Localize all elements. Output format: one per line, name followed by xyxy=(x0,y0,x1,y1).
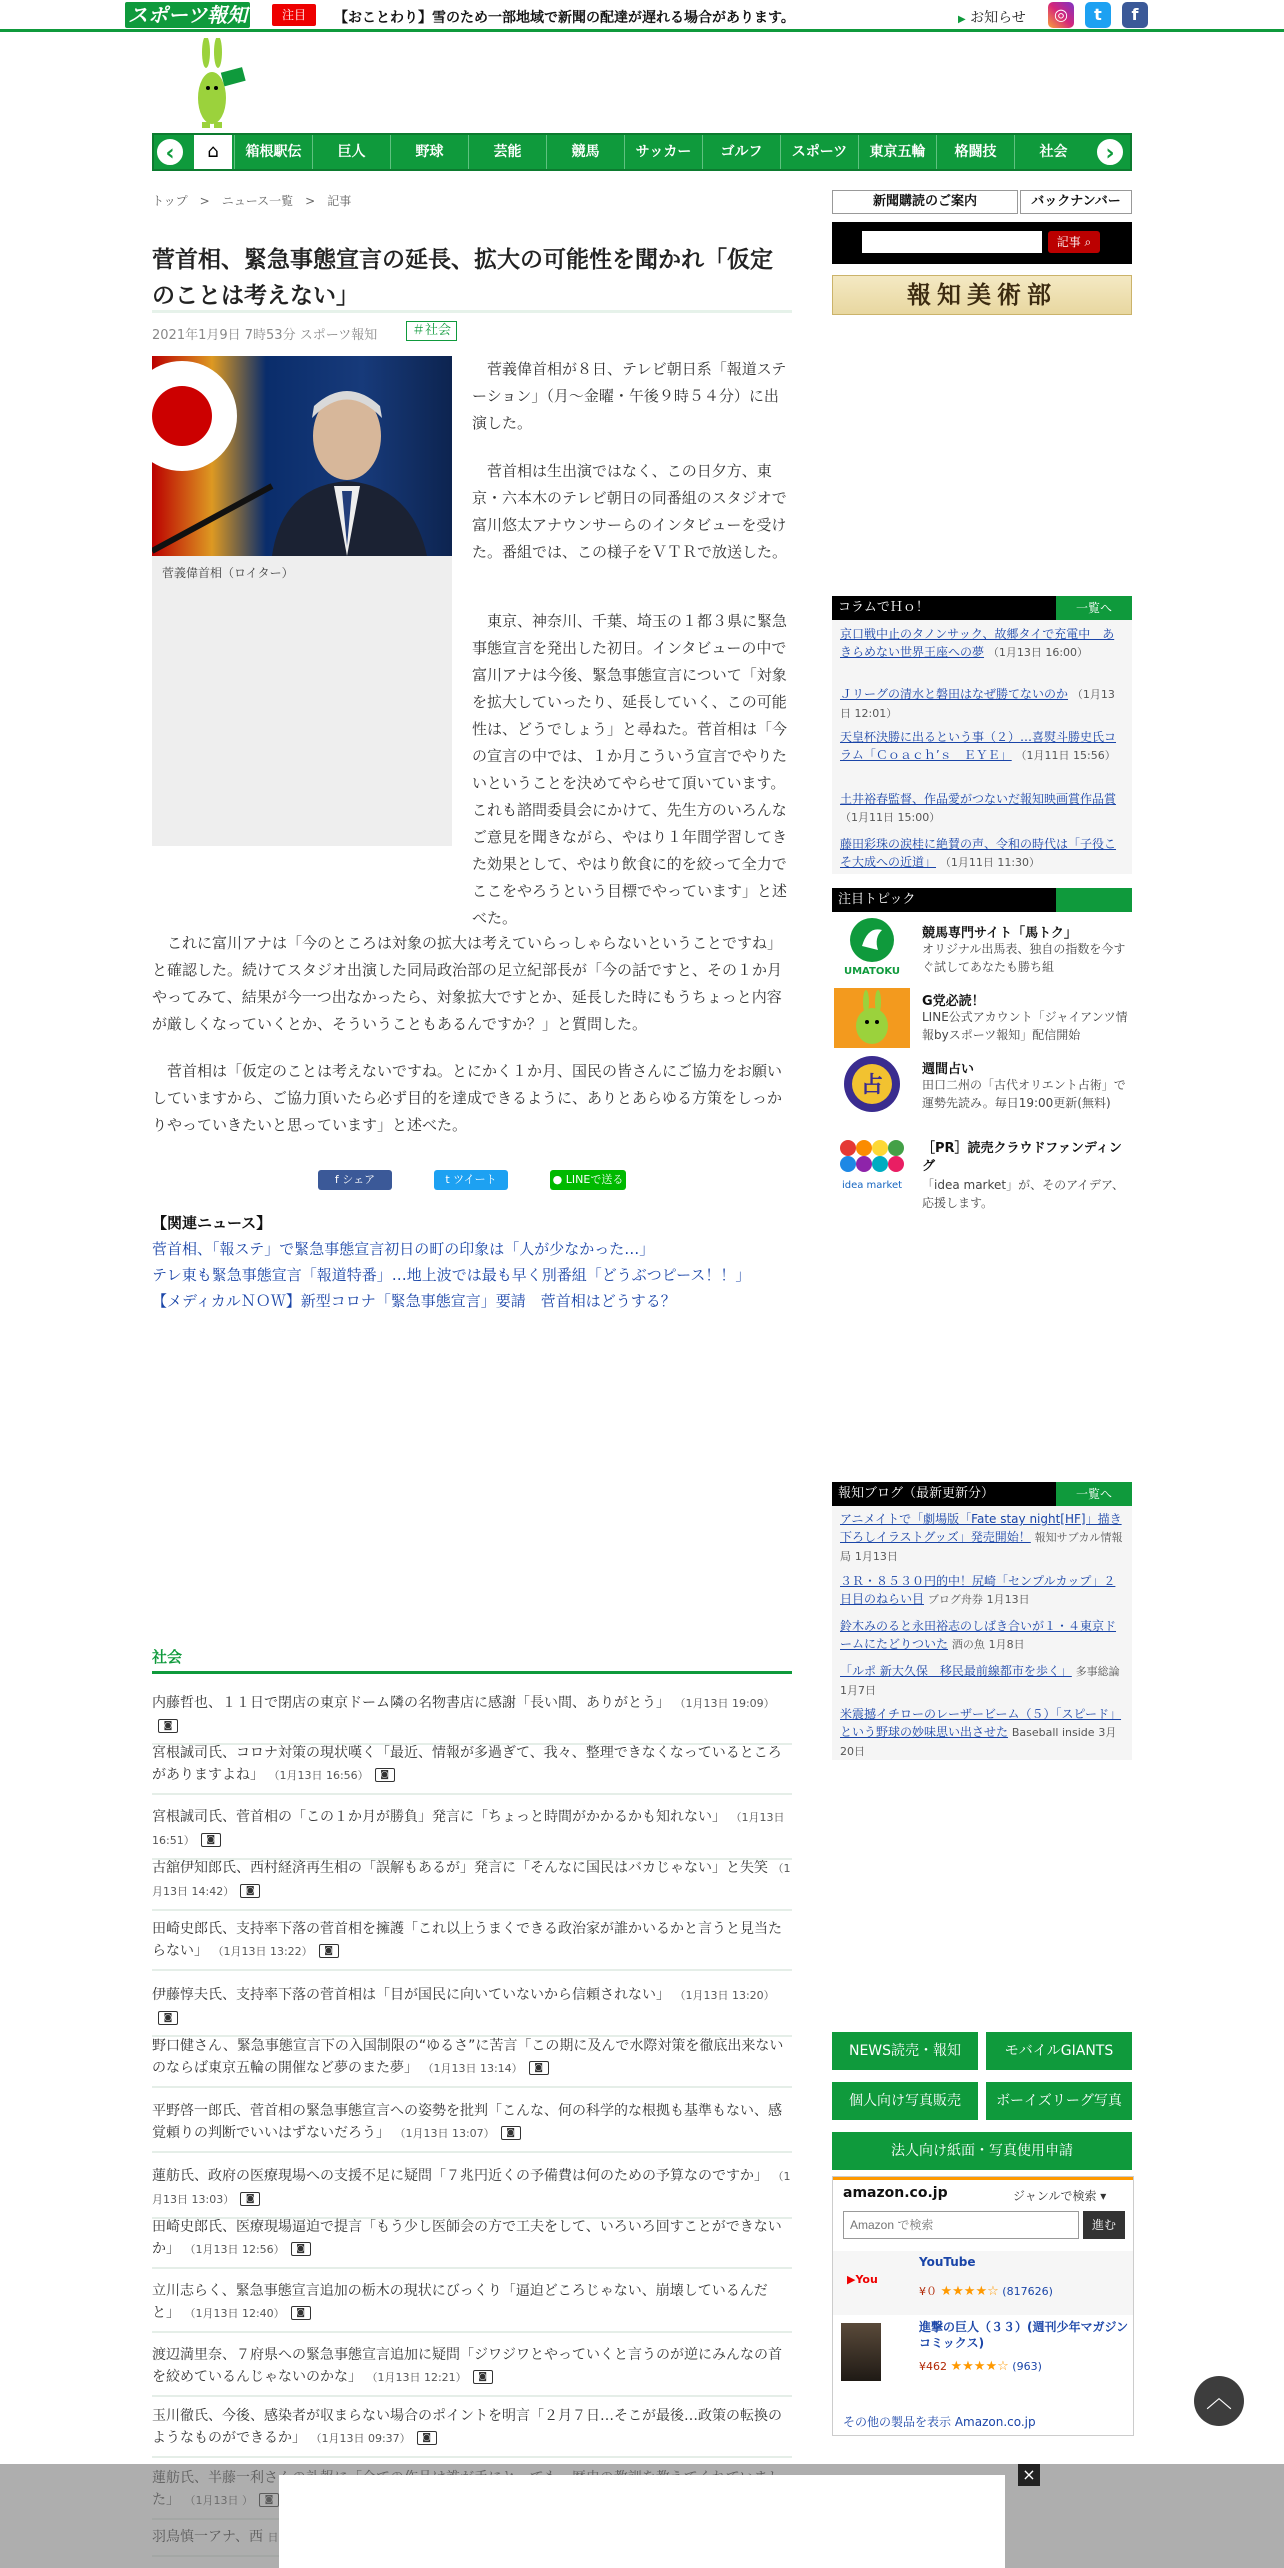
amazon-footer-link[interactable]: その他の製品を表示 Amazon.co.jp xyxy=(843,2415,1036,2429)
article-tag[interactable]: ＃社会 xyxy=(406,321,457,341)
nav-item[interactable]: 競馬 xyxy=(546,135,624,169)
news-title[interactable]: 野口健さん、緊急事態宣言下の入国制限の“ゆるさ”に苦言「この期に及んで水際対策を徹底出来ないのならば東京五輪の開催など夢のまた夢」 xyxy=(152,2038,784,2076)
related-heading: 【関連ニュース】 xyxy=(152,1214,272,1232)
amazon-logo[interactable]: amazon.co.jp xyxy=(843,2185,948,2201)
fortune-icon[interactable] xyxy=(834,1054,910,1114)
rating-stars-icon: ★★★★☆ xyxy=(950,2359,1009,2374)
news-row[interactable] xyxy=(152,1857,792,1911)
blog-source: Baseball inside xyxy=(1011,1726,1095,1739)
camera-icon: ◙ xyxy=(417,2431,437,2445)
topic-title[interactable]: 週間占い xyxy=(922,1062,975,1077)
home-icon[interactable]: ⌂ xyxy=(194,135,232,169)
camera-icon: ◙ xyxy=(501,2126,521,2140)
camera-icon: ◙ xyxy=(291,2242,311,2256)
search-input[interactable] xyxy=(862,231,1042,253)
column-heading-label: コラムでＨｏ！ xyxy=(838,600,929,615)
topics-heading-label: 注目トピック xyxy=(838,892,916,907)
corporate-photo-button[interactable]: 法人向け紙面・写真使用申請 xyxy=(832,2132,1132,2170)
news-date: （1月13日 09:37） xyxy=(310,2432,411,2445)
nav-item[interactable]: ゴルフ xyxy=(702,135,780,169)
nav-next-icon[interactable]: › xyxy=(1094,136,1126,168)
column-date: （1月11日 11:30） xyxy=(939,856,1041,869)
column-date: （1月13日 16:00） xyxy=(987,646,1089,659)
amazon-product[interactable] xyxy=(833,2319,1133,2399)
article-paragraph: 菅首相は「仮定のことは考えないですね。とにかく１か月、国民の皆さんにご協力をお願いしていますから、ご協力頂いたら必ず目的を達成できるように、ありとあらゆる方策をしっかりやっていきたいと思っています」と述べた。 xyxy=(152,1062,783,1134)
product-price-row xyxy=(919,2283,1053,2299)
blog-link[interactable]: 「ルポ 新大久保 移民最前線都市を歩く」 xyxy=(840,1664,1072,1678)
amazon-product[interactable] xyxy=(833,2251,1133,2315)
ad-slot[interactable] xyxy=(279,2475,1005,2568)
amazon-go-button[interactable]: 進む xyxy=(1083,2211,1125,2239)
product-price: ¥462 xyxy=(919,2360,947,2373)
topic-title[interactable]: 競馬専門サイト「馬トク」 xyxy=(922,926,1077,941)
idea-market-icon[interactable] xyxy=(834,1138,910,1198)
mascot-icon xyxy=(192,38,248,130)
chevron-down-icon: ▾ xyxy=(1100,2189,1107,2203)
article-source: スポーツ報知 xyxy=(299,328,378,343)
instagram-icon[interactable]: ◎ xyxy=(1048,2,1074,28)
blog-source: 報知サブカル情報局 xyxy=(840,1531,1123,1563)
top-bar xyxy=(0,0,1284,32)
column-more-link[interactable]: 一覧へ xyxy=(1056,596,1132,620)
blog-heading xyxy=(832,1482,1132,1506)
news-row[interactable] xyxy=(152,1984,792,2037)
share-label: シェア xyxy=(342,1173,376,1186)
column-date: （1月11日 15:00） xyxy=(840,811,941,824)
blog-source: ブログ舟券 xyxy=(927,1593,983,1606)
nav-item[interactable]: サッカー xyxy=(624,135,702,169)
breadcrumb-top[interactable]: トップ xyxy=(152,194,188,208)
news-row[interactable] xyxy=(152,1742,792,1795)
facebook-icon[interactable]: f xyxy=(1122,2,1148,28)
camera-icon: ◙ xyxy=(158,2011,178,2025)
related-link[interactable]: 【メディカルＮＯＷ】新型コロナ「緊急事態宣言」要請 菅首相はどうする？ xyxy=(152,1292,676,1310)
column-link[interactable]: 藤田彩珠の涙桂に絶賛の声、令和の時代は「子役こそ大成への近道」 xyxy=(840,837,1117,869)
blog-date: 3月20日 xyxy=(840,1726,1117,1758)
photo-sales-button[interactable]: 個人向け写真販売 xyxy=(832,2082,978,2120)
rating-stars-icon: ★★★★☆ xyxy=(940,2284,999,2299)
column-item xyxy=(840,625,1125,662)
camera-icon: ◙ xyxy=(240,2192,260,2206)
twitter-icon[interactable]: t xyxy=(1085,2,1111,28)
amazon-search-input[interactable] xyxy=(843,2211,1079,2239)
breadcrumb-sep: > xyxy=(305,194,316,208)
news-date: （1月13日 12:40） xyxy=(184,2307,285,2320)
news-title[interactable]: 田崎史郎氏、支持率下落の菅首相を擁護「これ以上うまくできる政治家が誰かいるかと言うと見当たらない」 xyxy=(152,1921,782,1959)
camera-icon: ◙ xyxy=(319,1944,339,1958)
photo-caption: 菅義偉首相（ロイター） xyxy=(152,556,452,846)
column-item xyxy=(840,790,1125,827)
notice-link[interactable] xyxy=(958,7,1026,27)
main-nav xyxy=(152,133,1132,171)
mobile-giants-button[interactable]: モバイルGIANTS xyxy=(986,2032,1132,2070)
topic-desc: LINE公式アカウント「ジャイアンツ情報byスポーツ報知」配信開始 xyxy=(922,1010,1128,1042)
blog-item xyxy=(840,1705,1125,1761)
column-heading xyxy=(832,596,1132,620)
news-title[interactable]: 内藤哲也、１１日で閉店の東京ドーム隣の名物書店に感謝「長い間、ありがとう」 xyxy=(152,1695,670,1711)
blog-heading-label: 報知ブログ（最新更新分） xyxy=(838,1486,995,1501)
giants-mascot-icon[interactable] xyxy=(834,988,910,1048)
camera-icon: ◙ xyxy=(158,1719,178,1733)
column-link[interactable]: Ｊリーグの清水と磐田はなぜ勝てないのか xyxy=(840,687,1069,701)
blog-more-link[interactable]: 一覧へ xyxy=(1056,1482,1132,1506)
article-paragraph xyxy=(152,608,792,932)
notice-link-label: お知らせ xyxy=(970,10,1026,26)
news-date: （1月13日 13:22） xyxy=(212,1945,313,1958)
close-icon[interactable]: × xyxy=(1018,2464,1040,2486)
topic-desc: オリジナル出馬表、独自の指数を今すぐ試してあなたも勝ち組 xyxy=(922,942,1126,974)
blog-item xyxy=(840,1510,1125,1566)
news-row[interactable] xyxy=(152,2165,792,2219)
line-icon: ● xyxy=(552,1173,566,1186)
article-photo[interactable] xyxy=(152,356,452,556)
nav-item[interactable]: 社会 xyxy=(1014,135,1092,169)
news-title[interactable]: 伊藤惇夫氏、支持率下落の菅首相は「目が国民に向いていないから信頼されない」 xyxy=(152,1987,670,2003)
nav-item[interactable]: 格闘技 xyxy=(936,135,1014,169)
nav-item[interactable]: スポーツ xyxy=(780,135,858,169)
topic-title[interactable]: ［PR］読売クラウドファンディング xyxy=(922,1141,1122,1174)
youtube-icon: ▶You xyxy=(847,2273,878,2286)
article-paragraph: 菅義偉首相が８日、テレビ朝日系「報道ステーション」（月～金曜・午後９時５４分）に出演した。 xyxy=(472,360,787,432)
amazon-top-stripe xyxy=(833,2177,1133,2180)
news-title[interactable]: 古舘伊知郎氏、西村経済再生相の「誤解もあるが」発言に「そんなに国民はバカじゃない」と失笑 xyxy=(152,1860,768,1876)
column-date: （1月11日 15:56） xyxy=(1015,749,1116,762)
news-title[interactable]: 立川志らく、緊急事態宣言追加の栃木の現状にびっくり「逼迫どころじゃない、崩壊しているんだと」 xyxy=(152,2283,768,2321)
product-price: ¥０ xyxy=(919,2285,937,2298)
product-price-row xyxy=(919,2359,1042,2374)
related-link[interactable]: テレ東も緊急事態宣言「報道特番」…地上波では最も早く別番組「どうぶつピース！！」 xyxy=(152,1266,751,1284)
article-paragraph: 菅首相は生出演ではなく、この日夕方、東京・六本木のテレビ朝日の同番組のスタジオで富川悠太アナウンサーらのインタビューを受けた。番組では、この様子をＶＴＲで放送した。 xyxy=(472,462,788,561)
news-title[interactable]: 宮根誠司氏、コロナ対策の現状嘆く「最近、情報が多過ぎて、我々、整理できなくなっているところがありますよね」 xyxy=(152,1745,782,1783)
idea-market-logo-text: idea market xyxy=(841,1180,903,1191)
news-row[interactable] xyxy=(152,2100,792,2153)
column-item xyxy=(840,685,1125,723)
umatoku-logo-text: UMATOKU xyxy=(843,966,901,976)
backnumber-button[interactable]: バックナンバー xyxy=(1020,190,1132,214)
camera-icon: ◙ xyxy=(240,1884,260,1898)
blog-link[interactable]: 米震撼イチローのレーザービーム（５）「スピード」という野球の妙味思い出させた xyxy=(840,1707,1122,1739)
column-date: （1月13日 12:01） xyxy=(840,688,1115,720)
blog-item xyxy=(840,1572,1125,1609)
product-name: 進撃の巨人（３３）(週刊少年マガジンコミックス) xyxy=(919,2320,1129,2350)
article-paragraph: これに富川アナは「今のところは対象の拡大は考えていらっしゃらないということですね」と確認した。続けてスタジオ出演した同局政治部の足立紀部長が「今の話ですと、その１か月やってみて、結果が今一つ出なかったら、対象拡大ですとか、延長した時にもうちょっと内容が厳しくなっていくとか、そういうこともあるんですか？」と質問した。 xyxy=(152,934,783,1033)
news-date: （1月13日 16:56） xyxy=(268,1769,369,1782)
news-title[interactable]: 蓮舫氏、政府の医療現場への支援不足に疑問「７兆円近くの予備費は何のための予算なのですか」 xyxy=(152,2168,768,2184)
news-date: （1月13日 19:09） xyxy=(674,1697,775,1710)
camera-icon: ◙ xyxy=(201,1833,221,1847)
back-to-top-button[interactable] xyxy=(1194,2376,1244,2426)
umatoku-logo-icon[interactable] xyxy=(834,916,910,976)
review-count: (817626) xyxy=(1002,2285,1053,2298)
nav-item[interactable]: 芸能 xyxy=(468,135,546,169)
article-title: 菅首相、緊急事態宣言の延長、拡大の可能性を聞かれ「仮定のことは考えない」 xyxy=(152,247,773,309)
boys-league-button[interactable]: ボーイズリーグ写真 xyxy=(986,2082,1132,2120)
nav-item[interactable]: 巨人 xyxy=(312,135,390,169)
line-label: LINEで送る xyxy=(565,1173,624,1186)
notice-badge: 注目 xyxy=(272,4,316,26)
topic-desc: 「idea market」が、そのアイデア、応援します。 xyxy=(922,1178,1125,1210)
blog-link[interactable]: 鈴木みのると永田裕志のしばき合いが１・４東京ドームにたどりついた xyxy=(840,1619,1117,1651)
news-date: （1月13日 13:03） xyxy=(152,2170,791,2206)
news-row[interactable] xyxy=(152,1918,792,1971)
title-divider xyxy=(152,310,792,313)
manga-cover-icon xyxy=(841,2323,881,2381)
news-title[interactable]: 渡辺満里奈、７府県への緊急事態宣言追加に疑問「ジワジワとやっていくと言うのが逆にみんなの首を絞めているんじゃないのかな」 xyxy=(152,2347,782,2385)
blog-source: 多事総論 xyxy=(1075,1665,1120,1678)
amazon-genre-label: ジャンルで検索 xyxy=(1013,2189,1097,2203)
camera-icon: ◙ xyxy=(529,2061,549,2075)
breadcrumb xyxy=(152,192,351,209)
amazon-widget xyxy=(832,2176,1134,2436)
camera-icon: ◙ xyxy=(375,1768,395,1782)
chevron-up-icon: ︿ xyxy=(1205,2384,1232,2414)
news-date: （1月13日 14:42） xyxy=(152,1862,791,1898)
fortune-logo-text: 占 xyxy=(860,1073,884,1098)
tweet-button[interactable] xyxy=(434,1170,508,1190)
amazon-genre-select[interactable] xyxy=(1013,2187,1106,2204)
site-logo[interactable]: スポーツ報知 xyxy=(125,2,250,28)
facebook-share-button[interactable] xyxy=(318,1170,392,1190)
camera-icon: ◙ xyxy=(291,2306,311,2320)
article-meta xyxy=(152,324,377,343)
blog-source: 酒の魚 xyxy=(951,1638,985,1651)
search-button-label: 記事 xyxy=(1056,235,1081,249)
facebook-icon: f xyxy=(334,1173,343,1186)
blog-date: 1月7日 xyxy=(840,1684,876,1697)
breadcrumb-article: 記事 xyxy=(327,194,352,208)
twitter-icon: t xyxy=(445,1173,454,1186)
breadcrumb-news[interactable]: ニュース一覧 xyxy=(221,194,294,208)
news-yomiuri-button[interactable]: NEWS読売・報知 xyxy=(832,2032,978,2070)
nav-prev-icon[interactable]: ‹ xyxy=(154,136,186,168)
product-name: YouTube xyxy=(919,2255,976,2269)
news-date: （1月13日 13:07） xyxy=(394,2127,495,2140)
blog-date: 1月13日 xyxy=(986,1593,1030,1606)
suga-photo-icon xyxy=(152,356,452,556)
tweet-label: ツイート xyxy=(453,1173,497,1186)
article-paragraph-text: 東京、神奈川、千葉、埼玉の１都３県に緊急事態宣言を発出した初日。インタビューの中で富川アナは今後、緊急事態宣言について「対象を拡大していったり、延長していく、この可能性は、どうでしょう」と尋ねた。菅首相は「今の宣言の中では、１か月こういう宣言でやりたいということを決めてやらせて頂いています。これも諮問委員会にかけて、先生方のいろんなご意見を聞きながら、やはり１年間学習してきた効果として、やはり飲食に的を絞って全力でここをやろうという目標でやっています」と述べた。 xyxy=(472,612,788,927)
caret-right-icon: ▶ xyxy=(958,14,966,25)
camera-icon: ◙ xyxy=(473,2370,493,2384)
search-icon: ⌕ xyxy=(1084,235,1092,249)
news-title[interactable]: 田崎史郎氏、医療現場逼迫で提言「もう少し医師会の方で工夫をして、いろいろ回すことができないか」 xyxy=(152,2219,782,2257)
review-count: (963) xyxy=(1012,2360,1042,2373)
nav-item[interactable]: 野球 xyxy=(390,135,468,169)
nav-item[interactable]: 東京五輪 xyxy=(858,135,936,169)
column-link[interactable]: 土井裕春監督、作品愛がつないだ報知映画賞作品賞 xyxy=(840,792,1117,806)
news-title[interactable]: 玉川徹氏、今後、感染者が収まらない場合のポイントを明言「２月７日…そこが最後…政策の転換のようなものができるか」 xyxy=(152,2408,782,2446)
blog-link[interactable]: アニメイトで「劇場版「Fate stay night[HF]」描き下ろしイラストグッズ」発売開始！ xyxy=(840,1512,1122,1544)
article-date: 2021年1月9日 7時53分 xyxy=(152,328,296,343)
blog-date: 1月8日 xyxy=(988,1638,1025,1651)
search-button[interactable] xyxy=(1048,231,1100,253)
news-row[interactable] xyxy=(152,1692,792,1745)
news-date: （1月13日 16:51） xyxy=(152,1811,785,1847)
line-share-button[interactable] xyxy=(550,1170,626,1190)
nav-item[interactable]: 箱根駅伝 xyxy=(234,135,312,169)
blog-item xyxy=(840,1617,1125,1654)
topic-title[interactable]: G党必読！ xyxy=(922,994,985,1009)
news-title[interactable]: 平野啓一郎氏、菅首相の緊急事態宣言への姿勢を批判「こんな、何の科学的な根拠も基準もない、感覚頼りの判断でいいはずないだろう」 xyxy=(152,2103,782,2141)
subscribe-button[interactable]: 新聞購読のご案内 xyxy=(832,190,1018,214)
news-row[interactable] xyxy=(152,2405,792,2458)
topics-green-tab xyxy=(1056,888,1132,912)
blog-date: 1月13日 xyxy=(854,1550,898,1563)
news-date: （1月13日 13:20） xyxy=(674,1989,775,2002)
breadcrumb-sep: > xyxy=(199,194,210,208)
news-date: （1月13日 13:14） xyxy=(422,2062,523,2075)
news-row[interactable] xyxy=(152,2216,792,2269)
news-date: （1月13日 12:56） xyxy=(184,2243,285,2256)
section-heading: 社会 xyxy=(152,1646,792,1674)
blog-link[interactable]: ３Ｒ・８５３０円的中！尻崎「センプルカップ」２日目のねらい目 xyxy=(840,1574,1116,1606)
news-row[interactable] xyxy=(152,2280,792,2333)
column-item xyxy=(840,728,1125,765)
topic-desc: 田口二州の「古代オリエント占術」で運勢先読み。毎日19:00更新(無料) xyxy=(922,1078,1126,1110)
news-date: （1月13日 12:21） xyxy=(366,2371,467,2384)
notice-text[interactable]: 【おことわり】雪のため一部地域で新聞の配達が遅れる場合があります。 xyxy=(334,10,795,26)
topics-heading xyxy=(832,888,1132,912)
news-title[interactable]: 宮根誠司氏、菅首相の「この１か月が勝負」発言に「ちょっと時間がかかるかも知れない」 xyxy=(152,1809,726,1825)
news-row[interactable] xyxy=(152,1806,792,1860)
news-row[interactable] xyxy=(152,2035,792,2088)
museum-banner[interactable]: 報知美術部 xyxy=(832,275,1132,315)
column-item xyxy=(840,835,1125,872)
column-link[interactable]: 京口戦中止のタノンサック、故郷タイで充電中 あきらめない世界王座への夢 xyxy=(840,627,1115,659)
share-buttons xyxy=(318,1170,638,1192)
news-row[interactable] xyxy=(152,2344,792,2397)
column-link[interactable]: 天皇杯決勝に出るという事（２）…喜熨斗勝史氏コラム「Ｃｏａｃｈ’ｓ ＥＹＥ」 xyxy=(840,730,1117,762)
related-link[interactable]: 菅首相、「報ステ」で緊急事態宣言初日の町の印象は「人が少なかった…」 xyxy=(152,1240,655,1258)
blog-item xyxy=(840,1662,1125,1700)
